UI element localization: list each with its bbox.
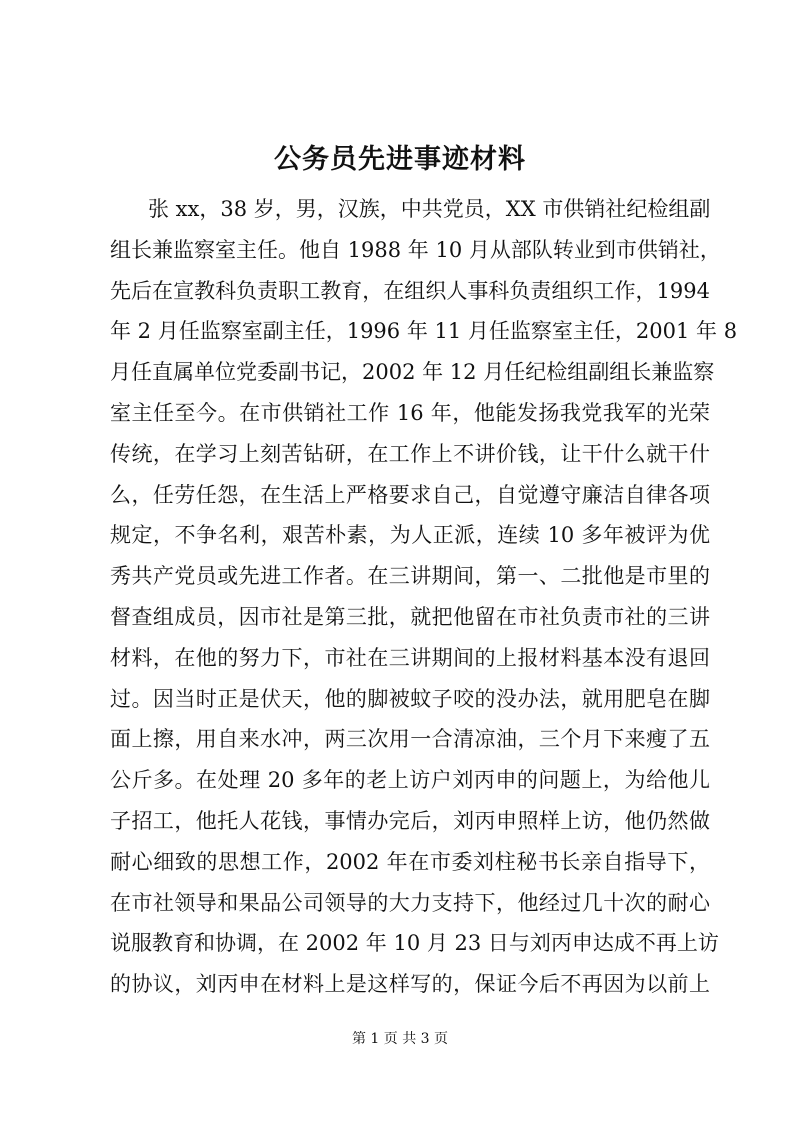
body-line: 子招工，他托人花钱，事情办完后，刘丙申照样上访，他仍然做 xyxy=(110,808,710,833)
body-line: 年 2 月任监察室副主任，1996 年 11 月任监察室主任，2001 年 8 xyxy=(110,319,738,344)
body-line: 材料，在他的努力下，市社在三讲期间的上报材料基本没有退回 xyxy=(110,645,710,670)
body-line: 秀共产党员或先进工作者。在三讲期间，第一、二批他是市里的 xyxy=(110,564,710,589)
body-line: 面上擦，用自来水冲，两三次用一合清凉油，三个月下来瘦了五 xyxy=(110,727,710,752)
document-body xyxy=(110,189,738,1005)
body-line: 公斤多。在处理 20 多年的老上访户刘丙申的问题上，为给他儿 xyxy=(110,768,710,793)
body-line: 么，任劳任怨，在生活上严格要求自己，自觉遵守廉洁自律各项 xyxy=(110,482,710,507)
document-title: 公务员先进事迹材料 xyxy=(274,144,526,175)
body-line: 说服教育和协调，在 2002 年 10 月 23 日与刘丙申达成不再上访 xyxy=(110,931,719,956)
body-line: 过。因当时正是伏天，他的脚被蚊子咬的没办法，就用肥皂在脚 xyxy=(110,686,710,711)
body-line: 在市社领导和果品公司领导的大力支持下，他经过几十次的耐心 xyxy=(110,890,710,915)
body-line: 传统，在学习上刻苦钻研，在工作上不讲价钱，让干什么就干什 xyxy=(110,441,710,466)
body-line: 室主任至今。在市供销社工作 16 年，他能发扬我党我军的光荣 xyxy=(110,400,710,425)
body-line: 组长兼监察室主任。他自 1988 年 10 月从部队转业到市供销社， xyxy=(110,237,721,262)
body-line: 督查组成员，因市社是第三批，就把他留在市社负责市社的三讲 xyxy=(110,604,710,629)
body-line: 的协议，刘丙申在材料上是这样写的，保证今后不再因为以前上 xyxy=(110,972,710,997)
body-line: 规定，不争名利，艰苦朴素，为人正派，连续 10 多年被评为优 xyxy=(110,523,710,548)
body-line: 先后在宣教科负责职工教育，在组织人事科负责组织工作，1994 xyxy=(110,278,710,303)
body-line: 耐心细致的思想工作，2002 年在市委刘柱秘书长亲自指导下， xyxy=(110,849,710,874)
body-line: 月任直属单位党委副书记，2002 年 12 月任纪检组副组长兼监察 xyxy=(110,360,715,385)
page-footer: 第 1 页 共 3 页 xyxy=(351,1031,449,1047)
body-line: 张 xx，38 岁，男，汉族，中共党员，XX 市供销社纪检组副 xyxy=(148,197,711,221)
